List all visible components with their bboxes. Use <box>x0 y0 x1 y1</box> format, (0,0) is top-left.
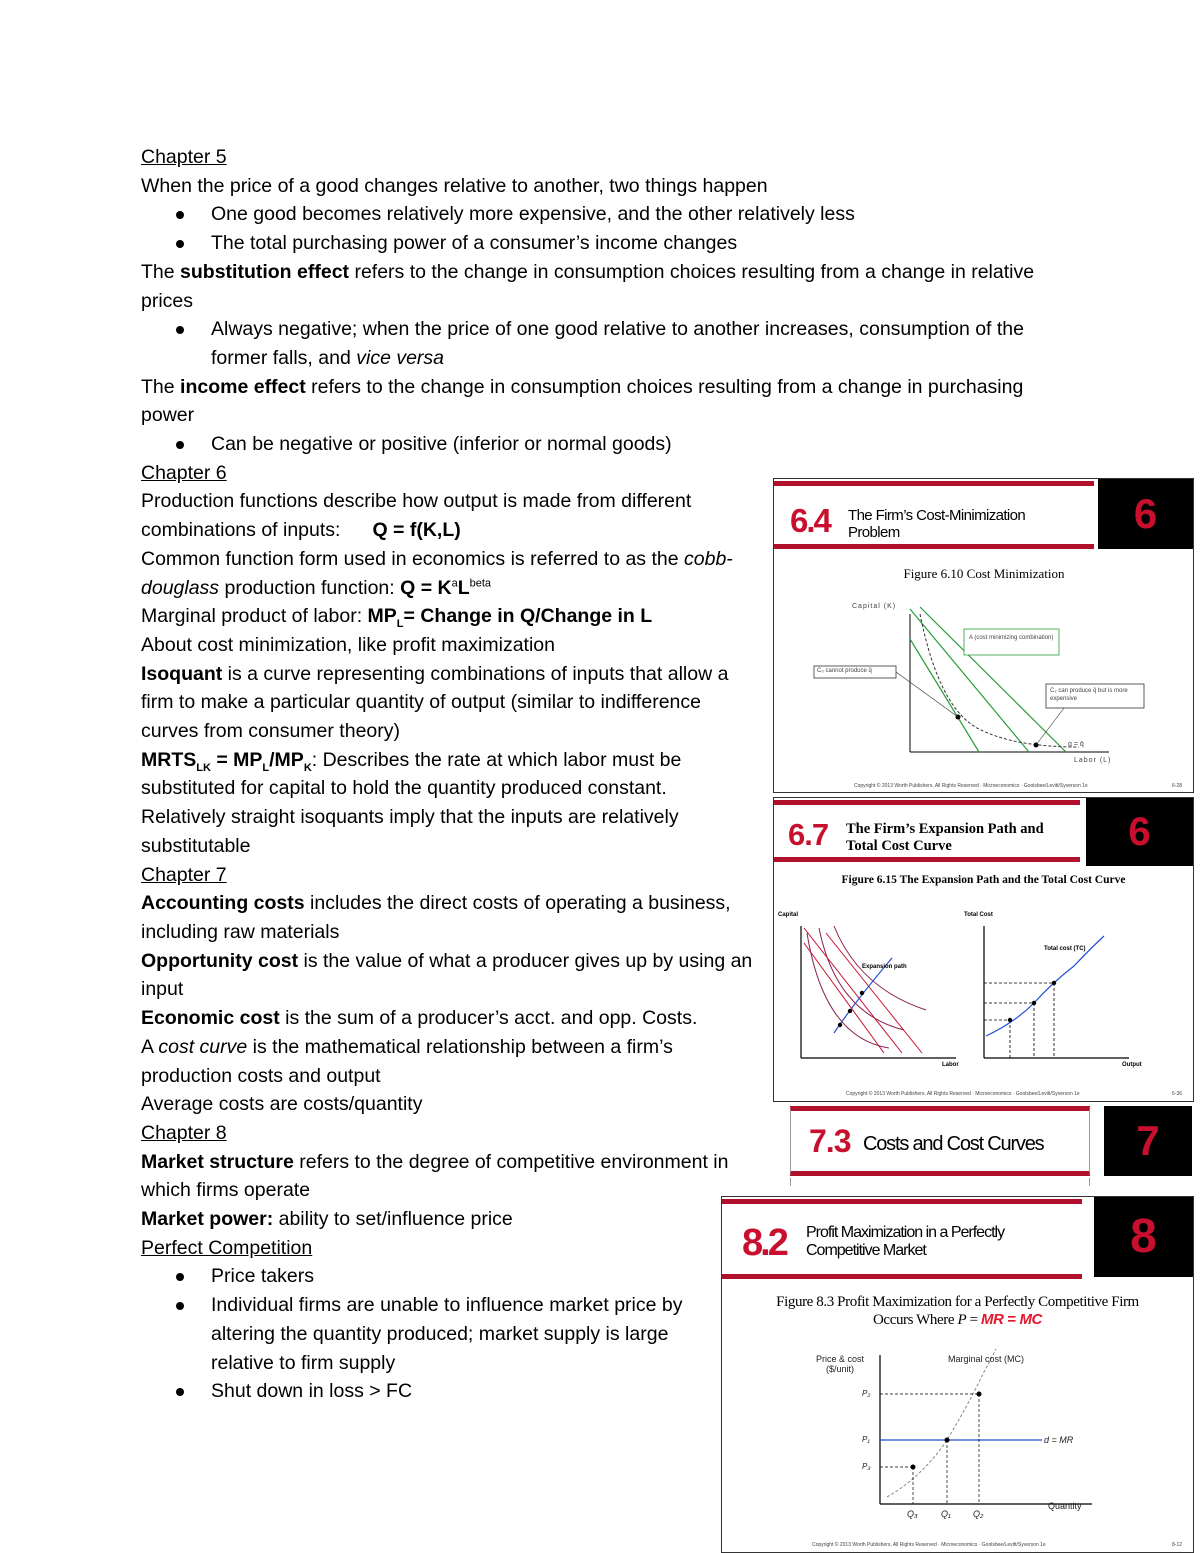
isoquant-100 <box>807 933 889 1048</box>
subscript: L <box>396 618 404 631</box>
term-isoquant: Isoquant <box>141 662 223 685</box>
opportunity-cost-definition <box>141 947 761 1004</box>
chapter-8-heading: Chapter 8 <box>141 1121 227 1144</box>
pointer-line <box>896 672 958 717</box>
production-function-definition <box>141 487 761 544</box>
figure-caption: Figure 6.10 Cost Minimization <box>903 566 1065 581</box>
label-box-a <box>964 629 1059 655</box>
slide-footer: Copyright © 2013 Worth Publishers, All Rights Reserved · Microeconomics · Goolsbee/Levitt/Syverson 1e <box>846 1091 1080 1097</box>
p-high-label: P₂ <box>862 1389 871 1398</box>
slide-6-7 <box>773 797 1194 1102</box>
chapter-6-section <box>141 459 761 1406</box>
point-a <box>1008 1018 1012 1022</box>
term-opportunity-cost: Opportunity cost <box>141 949 299 972</box>
list-item: Price takers <box>211 1262 691 1291</box>
slide-footer: Copyright © 2013 Worth Publishers, All Rights Reserved · Microeconomics · Goolsbee/Levitt/Syverson 1e <box>854 783 1088 789</box>
term-mrts: MRTS <box>141 748 197 771</box>
y-axis-label <box>816 1354 864 1374</box>
mrts-eq: = MP <box>210 748 263 771</box>
section-number: 7.3 <box>809 1123 851 1159</box>
text: = <box>1003 1311 1020 1328</box>
isoquant-definition <box>141 660 761 746</box>
term-economic-cost: Economic cost <box>141 1007 280 1030</box>
market-power-definition <box>141 1205 761 1234</box>
ch5-intro: When the price of a good changes relative to another, two things happen <box>141 174 768 197</box>
text: refers to the change in consumption choices resulting from a change in purchasing power <box>141 375 1024 427</box>
mc-text: MC <box>1019 1311 1042 1328</box>
ch5-bullet-list <box>141 200 1071 257</box>
accounting-costs-definition <box>141 889 761 946</box>
section-title: Costs and Cost Curves <box>863 1133 1044 1155</box>
left-x-label: Labor <box>942 1062 959 1068</box>
y-axis-label-line: Price & cost <box>816 1354 865 1364</box>
cobb-equation-l: L <box>457 576 470 599</box>
text: Production functions describe how output is made from different combinations of inputs: <box>141 490 692 542</box>
chapter-7-heading: Chapter 7 <box>141 863 227 886</box>
text: Occurs Where <box>873 1312 958 1328</box>
text: is a curve representing combinations of inputs that allow a firm to make a particular quantity of output (similar to indifference curves from consumer theory) <box>141 662 729 743</box>
straight-isoquant-note: Relatively straight isoquants imply that the inputs are relatively substitutable <box>141 806 679 857</box>
chapter-5-heading: Chapter 5 <box>141 146 227 168</box>
label-c2: C₂ can produce q̄ but is more expensive <box>1050 688 1128 702</box>
point-c <box>1052 981 1056 985</box>
perfect-competition-heading: Perfect Competition <box>141 1236 313 1259</box>
subscript: LK <box>196 761 211 774</box>
subscript: K <box>303 761 312 774</box>
figure-caption-line-1: Figure 8.3 Profit Maximization for a Perfectly Competitive Firm <box>776 1294 1139 1310</box>
mp-equation: = Change in Q/Change in L <box>403 605 653 628</box>
market-structure-definition <box>141 1148 761 1205</box>
mc-label: Marginal cost (MC) <box>948 1354 1025 1364</box>
p-mid-label: P₁ <box>862 1435 870 1444</box>
slide-header <box>790 1106 1090 1176</box>
text: ability to set/influence price <box>273 1208 513 1231</box>
text: A <box>141 1035 159 1058</box>
left-y-label: Capital <box>778 912 799 918</box>
slide-7-3 <box>790 1106 1192 1186</box>
slide-footer: Copyright © 2013 Worth Publishers, All Rights Reserved · Microeconomics · Goolsbee/Levitt/Syverson 1e <box>812 1542 1046 1548</box>
term-market-power: Market power: <box>141 1208 274 1231</box>
superscript: beta <box>469 577 492 590</box>
section-number: 6.4 <box>790 502 830 539</box>
term-income-effect: income effect <box>180 375 306 398</box>
section-title: Profit Maximization in a Perfectly Competitive Market <box>806 1224 1005 1259</box>
text: is the value of what a producer gives up by using an input <box>141 949 753 1001</box>
cost-curve-definition <box>141 1033 761 1090</box>
text-em: cost curve <box>158 1035 248 1058</box>
slide-page-number: 6-36 <box>1172 1091 1183 1097</box>
point-optimum <box>945 1438 950 1443</box>
point-b <box>848 1009 852 1013</box>
expansion-path-label: Expansion path <box>862 964 907 970</box>
term-substitution-effect: substitution effect <box>180 260 350 283</box>
average-costs-note: Average costs are costs/quantity <box>141 1093 423 1116</box>
text: is the mathematical relationship between a firm’s production costs and output <box>141 1035 673 1087</box>
list-item: Shut down in loss > FC <box>211 1377 691 1406</box>
point-a <box>838 1023 842 1027</box>
slide-page-number: 6-28 <box>1172 783 1183 789</box>
text: Always negative; when the price of one good relative to another increases, consumption of the former falls, and <box>211 318 1024 369</box>
slide-page-number: 8-12 <box>1172 1542 1183 1548</box>
isocost-line <box>804 943 884 1053</box>
perfect-competition-list <box>141 1262 691 1406</box>
text: includes the direct costs of operating a business, including raw materials <box>141 892 731 943</box>
chapter-badge: 8 <box>1094 1197 1193 1277</box>
mrts-definition <box>141 746 761 803</box>
substitution-bullet-list <box>141 315 1071 372</box>
label-c0: C₀ cannot produce q̄ <box>817 668 872 674</box>
x-axis-label: Labor (L) <box>1074 757 1112 764</box>
slide-edge <box>790 1178 1090 1186</box>
text: refers to the change in consumption choices resulting from a change in relative prices <box>141 260 1035 312</box>
section-number: 6.7 <box>788 817 829 852</box>
isoquant-label: q = q̄ <box>1068 741 1084 748</box>
point-b <box>1032 1001 1036 1005</box>
cobb-equation: Q = K <box>400 576 452 599</box>
p-low-label: P₃ <box>862 1462 871 1471</box>
right-x-label: Output <box>1122 1062 1142 1068</box>
total-cost-label: Total cost (TC) <box>1044 946 1086 952</box>
marginal-cost-curve <box>887 1349 996 1497</box>
subscript: L <box>262 761 270 774</box>
text: Common function form used in economics is referred to as the <box>141 547 684 570</box>
term-market-structure: Market structure <box>141 1150 294 1173</box>
text: = <box>966 1312 982 1328</box>
point-c <box>860 991 864 995</box>
expansion-path-diagram <box>774 798 1193 1101</box>
q-mid-label: Q₁ <box>941 1509 951 1519</box>
x-axis-label: Quantity <box>1048 1501 1082 1511</box>
list-item: Individual firms are unable to influence market price by altering the quantity produced; market supply is large relative to firm supply <box>211 1291 691 1377</box>
figure-caption: Figure 6.15 The Expansion Path and the Total Cost Curve <box>841 874 1126 886</box>
chapter-6-heading: Chapter 6 <box>141 461 227 484</box>
slide-6-4 <box>773 478 1194 793</box>
text: refers to the degree of competitive environment in which firms operate <box>141 1150 729 1202</box>
text: The <box>141 260 181 283</box>
chapter-badge: 6 <box>1098 479 1193 549</box>
list-item: Can be negative or positive (inferior or normal goods) <box>211 430 1071 459</box>
substitution-effect-definition <box>141 258 1071 315</box>
text: is the sum of a producer’s acct. and opp. Costs. <box>279 1007 698 1030</box>
text: production function: <box>219 576 401 599</box>
q-low-label: Q₃ <box>907 1509 918 1519</box>
dmr-label: d = MR <box>1044 1435 1074 1445</box>
q-high-label: Q₂ <box>973 1509 984 1519</box>
superscript: a <box>451 577 458 590</box>
income-bullet-list <box>141 430 1071 459</box>
marginal-product-definition <box>141 602 761 631</box>
cobb-douglas-definition <box>141 545 761 602</box>
chapter-badge: 7 <box>1104 1106 1192 1176</box>
chapter-badge: 6 <box>1086 798 1193 866</box>
term-mp: MP <box>367 605 397 628</box>
section-title: The Firm’s Cost-Minimization Problem <box>848 507 1026 541</box>
economic-cost-definition <box>141 1004 761 1033</box>
slide-8-2 <box>721 1196 1194 1553</box>
label-a: A (cost minimizing combination) <box>969 635 1054 641</box>
point-low <box>911 1465 916 1470</box>
section-title: The Firm’s Expansion Path and Total Cost Curve <box>846 821 1044 854</box>
list-item: The total purchasing power of a consumer’s income changes <box>211 229 1071 258</box>
text-em: vice versa <box>356 346 445 369</box>
text: The <box>141 375 181 398</box>
list-item: One good becomes relatively more expensive, and the other relatively less <box>211 200 1071 229</box>
isocost-line <box>804 928 902 1053</box>
point-high <box>977 1392 982 1397</box>
text: Marginal product of labor: <box>141 605 368 628</box>
text: : Describes the rate at which labor must be substituted for capital to hold the quantity produced constant. <box>141 748 682 800</box>
text: P <box>957 1312 967 1328</box>
income-effect-definition <box>141 373 1071 430</box>
list-item <box>211 315 1071 372</box>
mrts-eq: /MP <box>269 748 304 771</box>
cost-minimization-note: About cost minimization, like profit maximization <box>141 633 555 656</box>
production-equation: Q = f(K,L) <box>372 519 461 542</box>
profit-maximization-diagram <box>722 1197 1193 1552</box>
text-em: cobb-douglass <box>141 547 733 599</box>
y-axis-label: Capital (K) <box>852 603 897 610</box>
y-axis-label-line: ($/unit) <box>826 1364 855 1374</box>
mr-text: MR <box>981 1311 1004 1328</box>
section-number: 8.2 <box>742 1222 786 1264</box>
term-accounting-costs: Accounting costs <box>141 892 305 915</box>
right-y-label: Total Cost <box>964 912 993 918</box>
